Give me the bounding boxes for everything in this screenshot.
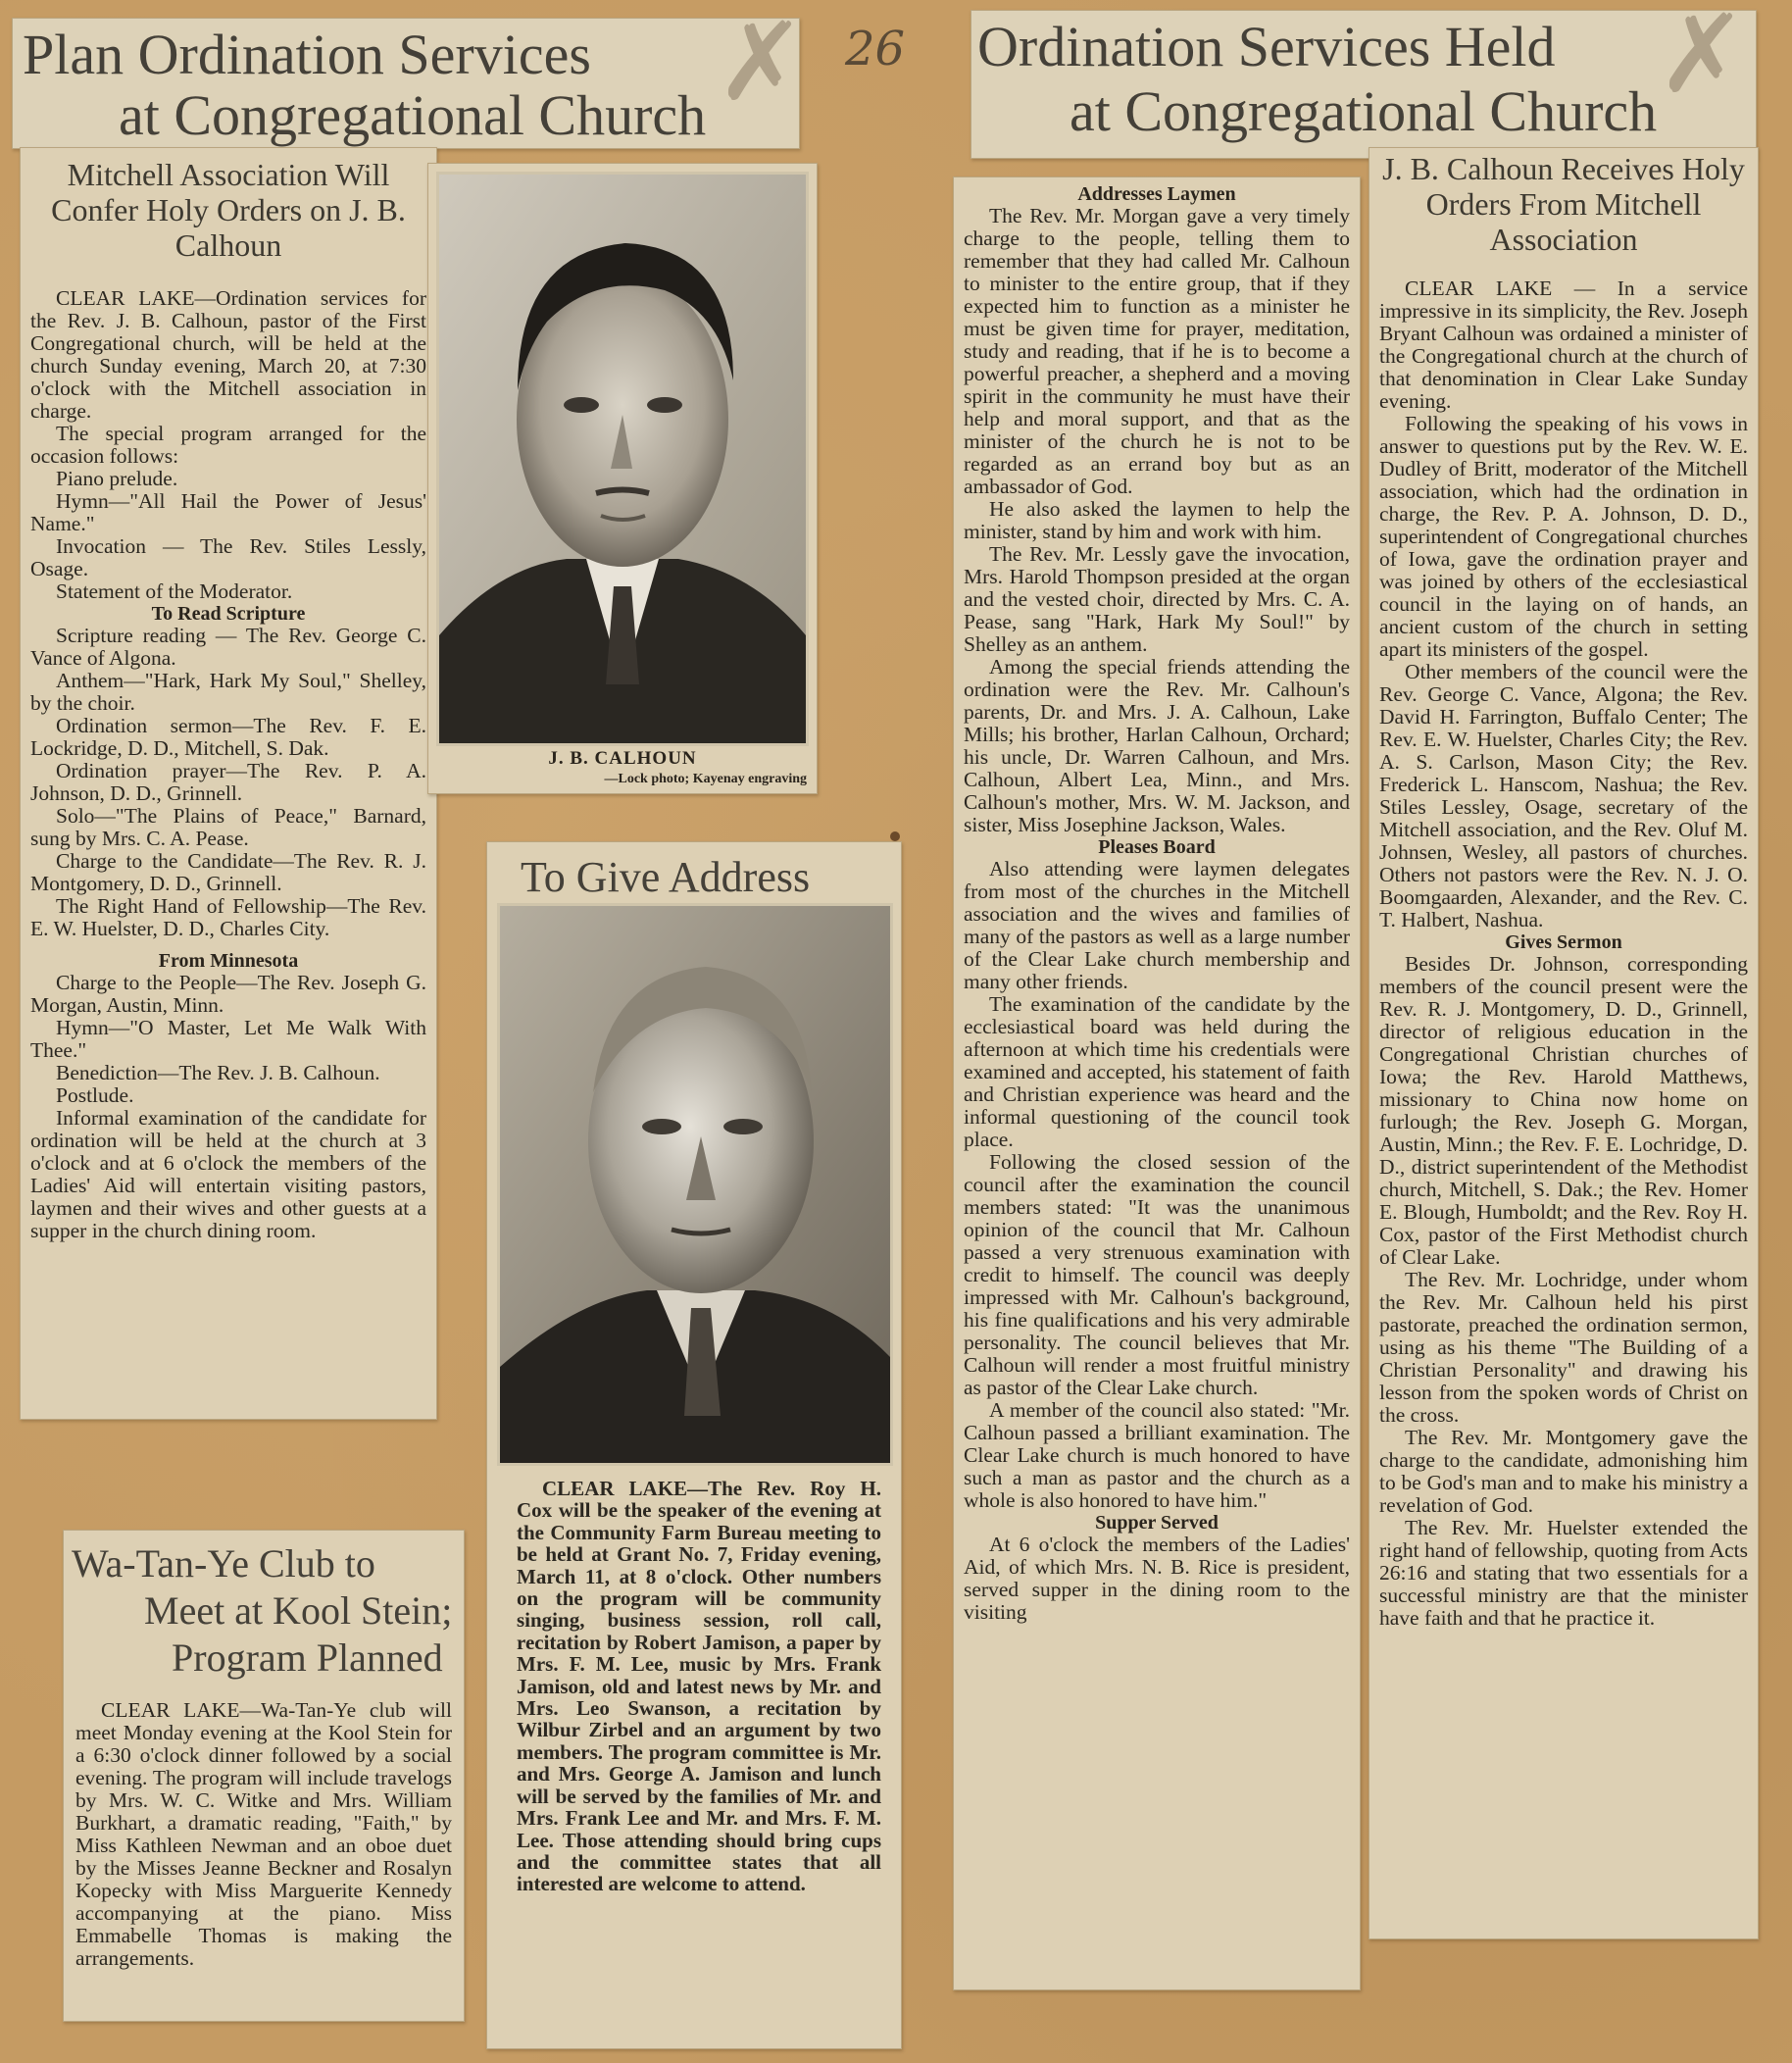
article4-left-column — [964, 183, 1350, 1624]
article4-section-head: Pleases Board — [1098, 836, 1216, 858]
article4-section-head: Gives Sermon — [1505, 931, 1622, 953]
article4-paragraph: Besides Dr. Johnson, corresponding members of the council present were the Rev. R. J. Montgomery, D. D., Grinnell, director of religious education in the Congregational Christian churches of Iowa; the Rev. Harold Matthews, missionary to China now home on furlough; the Rev. Joseph G. Morgan, Austin, Minn.; the Rev. F. E. Lochridge, D. D., district superintendent of the Methodist church, Mitchell, S. Dak.; the Rev. Homer E. Blough, Humboldt; and the Rev. Roy H. Cox, pastor of the First Methodist church of Clear Lake. — [1379, 952, 1748, 1269]
article2-text: CLEAR LAKE—The Rev. Roy H. Cox will be the speaker of the evening at the Community Farm Bureau meeting to be held at Grant No. 7, Friday evening, March 11, at 8 o'clock. Other numbers on the program will be community singing, business session, roll call, recitation by Robert Jamison, a paper by Mrs. F. M. Lee, music by Mrs. Frank Jamison, old and latest news by Mr. and Mrs. Leo Swanson, a recitation by Wilbur Zirbel and an argument by two members. The program committee is Mr. and Mrs. George A. Jamison and lunch will be served by the families of Mr. and Mrs. Frank Lee and Mr. and Mrs. F. M. Lee. Those attending should bring cups and the committee states that all interested are welcome to attend. — [517, 1477, 881, 1896]
article1-paragraph: Ordination sermon—The Rev. F. E. Lockridge, D. D., Mitchell, S. Dak. — [30, 714, 426, 760]
article1-section-head: From Minnesota — [158, 950, 299, 972]
speaker-portrait-illustration — [500, 906, 890, 1463]
article3-headline-line1: Wa-Tan-Ye Club to — [72, 1541, 375, 1585]
article4-section-head: Addresses Laymen — [1077, 183, 1236, 205]
article4-right-column-clipping — [1369, 147, 1759, 1939]
article3-clipping — [63, 1530, 465, 2022]
article1-paragraph: Benediction—The Rev. J. B. Calhoun. — [56, 1061, 380, 1084]
article4-paragraph: The Rev. Mr. Lochridge, under whom the Rev. Mr. Calhoun held his pirst pastorate, preached the ordination sermon, using as his theme "The Building of a Christian Personality" and drawing his lesson from the spoken words of Christ on the cross. — [1379, 1268, 1748, 1427]
article1-subhead: Mitchell Association Will Confer Holy Orders on J. B. Calhoun — [51, 157, 406, 263]
article1-paragraph: Solo—"The Plains of Peace," Barnard, sung by Mrs. C. A. Pease. — [30, 804, 426, 850]
speaker-portrait-photo — [497, 903, 893, 1466]
article4-paragraph: The Rev. Mr. Morgan gave a very timely charge to the people, telling them to remember that they had called Mr. Calhoun to minister to the entire group, that if they expected him to function as a minister he must be given time for prayer, meditation, study and reading, that if he is to become a powerful preacher, a shepherd and a moving spirit in the community he must have their help and moral support, and that as the minister of the church he is not to be regarded as an errand boy but as an ambassador of God. — [964, 204, 1350, 498]
article4-paragraph: A member of the council also stated: "Mr. Calhoun passed a brilliant examination. The Clear Lake church is much honored to have such a man as pastor and the church as a whole is also honored to have him." — [964, 1398, 1350, 1512]
article4-headline-line2: at Congregational Church — [1070, 79, 1658, 143]
article1-column — [30, 287, 426, 1242]
article1-paragraph: Ordination prayer—The Rev. P. A. Johnson, D. D., Grinnell. — [30, 759, 426, 805]
article1-paragraph: Piano prelude. — [56, 467, 178, 490]
article2-headline: To Give Address — [521, 853, 811, 901]
article1-paragraph: Postlude. — [56, 1083, 134, 1107]
article1-paragraph: CLEAR LAKE—Ordination services for the Rev. J. B. Calhoun, pastor of the First Congregational church, will be held at the church Sunday evening, March 20, at 7:30 o'clock with the Mitchell association in charge. — [30, 286, 426, 423]
article3-headline-line3: Program Planned — [172, 1635, 443, 1680]
article1-paragraph: Charge to the Candidate—The Rev. R. J. Montgomery, D. D., Grinnell. — [30, 849, 426, 895]
article1-paragraph: The special program arranged for the occasion follows: — [30, 422, 426, 468]
article4-paragraph: The Rev. Mr. Huelster extended the right hand of fellowship, quoting from Acts 26:16 and stating that two essentials for a successful ministry are that the minister have faith and that he practice it. — [1379, 1516, 1748, 1630]
article2-clipping — [486, 841, 902, 2049]
check-mark-x: ✗ — [716, 0, 807, 125]
article1-section-head: To Read Scripture — [151, 603, 306, 625]
article4-paragraph: CLEAR LAKE — In a service impressive in its simplicity, the Rev. Joseph Bryant Calhoun was ordained a minister of the Congregational church at the church of that denomination in Clear Lake Sunday evening. — [1379, 277, 1748, 413]
article1-paragraph: Scripture reading — The Rev. George C. Vance of Algona. — [30, 624, 426, 670]
article1-headline-line2: at Congregational Church — [119, 83, 707, 147]
article1-paragraph: Hymn—"O Master, Let Me Walk With Thee." — [30, 1016, 426, 1062]
page-number: 26 — [845, 22, 906, 76]
article1-headline-clipping — [12, 18, 800, 149]
article1-paragraph: Hymn—"All Hail the Power of Jesus' Name." — [30, 489, 426, 535]
article4-paragraph: Following the closed session of the council after the examination the council members stated: "It was the unanimous opinion of the council that Mr. Calhoun passed a very strenuous examination with credit to himself. The council was deeply impressed with Mr. Calhoun's background, his fine qualifications and his very admirable personality. The council believes that Mr. Calhoun will render a most fruitful ministry as pastor of the Clear Lake church. — [964, 1150, 1350, 1399]
article1-paragraph: The Right Hand of Fellowship—The Rev. E. W. Huelster, D. D., Charles City. — [30, 894, 426, 940]
article4-paragraph: At 6 o'clock the members of the Ladies' Aid, of which Mrs. N. B. Rice is president, served supper in the dining room to the visiting — [964, 1533, 1350, 1624]
article4-left-column-clipping — [953, 176, 1361, 1990]
article1-paragraph: Statement of the Moderator. — [56, 579, 293, 603]
article4-headline-line1: Ordination Services Held — [977, 15, 1556, 78]
article1-paragraph: Charge to the People—The Rev. Joseph G. Morgan, Austin, Minn. — [30, 971, 426, 1017]
portrait-photo — [436, 172, 809, 746]
article4-paragraph: He also asked the laymen to help the minister, stand by him and work with him. — [964, 497, 1350, 543]
article4-subhead: J. B. Calhoun Receives Holy Orders From Mitchell Association — [1382, 151, 1745, 257]
check-mark-x: ✗ — [1657, 0, 1748, 117]
article4-paragraph: The examination of the candidate by the ecclesiastical board was held during the afternoon at which time his credentials were examined and accepted, his statement of faith and Christian experience was heard and the informal questioning of the council took place. — [964, 992, 1350, 1151]
article4-headline-clipping — [971, 10, 1757, 159]
photo1-caption-name: J. B. CALHOUN — [548, 748, 697, 769]
article1-headline-line1: Plan Ordination Services — [23, 23, 591, 86]
article1-paragraph: Anthem—"Hark, Hark My Soul," Shelley, by the choir. — [30, 669, 426, 715]
article4-paragraph: Also attending were laymen delegates from most of the churches in the Mitchell association and the wives and families of many of the pastors as well as a large number of the Clear Lake church membership and many other friends. — [964, 857, 1350, 993]
article4-paragraph: The Rev. Mr. Montgomery gave the charge to the candidate, admonishing him to be God's man and to make his ministry a revelation of God. — [1379, 1426, 1748, 1517]
article1-paragraph: Informal examination of the candidate for ordination will be held at the church at 3 o'clock and at 6 o'clock the members of the Ladies' Aid will entertain visiting pastors, laymen and their wives and other guests at a supper in the church dining room. — [30, 1106, 426, 1242]
article4-paragraph: Among the special friends attending the ordination were the Rev. Mr. Calhoun's parents, Dr. and Mrs. J. A. Calhoun, Lake Mills; his brother, Harlan Calhoun, Orchard; his uncle, Dr. Warren Calhoun, and Mrs. Calhoun, Albert Lea, Minn., and Mrs. Calhoun's mother, Mrs. W. M. Jackson, and sister, Miss Josephine Jackson, Wales. — [964, 655, 1350, 836]
article1-paragraph: Invocation — The Rev. Stiles Lessly, Osage. — [30, 534, 426, 580]
article4-paragraph: Other members of the council were the Rev. George C. Vance, Algona; the Rev. David H. Farrington, Buffalo Center; The Rev. E. W. Huelster, Charles City; the Rev. A. S. Carlson, Mason City; the Rev. Frederick L. Hanscom, Nashua; the Rev. Stiles Lessley, Osage, secretary of the Mitchell association, and the Rev. Oluf M. Johnsen, Wesley, all pastors of churches. Others not pastors were the Rev. N. J. O. Boomgaarden, Alexander, and the Rev. C. T. Halbert, Nashua. — [1379, 660, 1748, 931]
photo1-clipping — [427, 163, 818, 794]
article4-right-column — [1379, 277, 1748, 1630]
article3-headline-line2: Meet at Kool Stein; — [144, 1588, 453, 1633]
portrait-illustration — [439, 175, 806, 743]
article3-text: CLEAR LAKE—Wa-Tan-Ye club will meet Monday evening at the Kool Stein for a 6:30 o'clock dinner followed by a social evening. The program will include travelogs by Mrs. W. C. Witke and Mrs. William Burkhart, a dramatic reading, "Faith," by Miss Kathleen Newman and an oboe duet by the Misses Jeanne Beckner and Rosalyn Kopecky with Miss Marguerite Kennedy accompanying at the piano. Miss Emmabelle Thomas is making the arrangements. — [75, 1698, 452, 1970]
article1-body-clipping — [20, 147, 437, 1420]
article4-paragraph: The Rev. Mr. Lessly gave the invocation, Mrs. Harold Thompson presided at the organ and the vested choir, directed by Mrs. C. A. Pease, sang "Hark, Hark My Soul!" by Shelley as an anthem. — [964, 542, 1350, 656]
photo1-caption-credit: —Lock photo; Kayenay engraving — [604, 772, 807, 786]
article4-paragraph: Following the speaking of his vows in answer to questions put by the Rev. W. E. Dudley of Britt, moderator of the Mitchell association, which had the ordination in charge, the Rev. P. A. Johnson, D. D., superintendent of Congregational churches of Iowa, gave the ordination prayer and was joined by others of the ecclesiastical council in the laying on of hands, an ancient custom of the church in setting apart its ministers of the gospel. — [1379, 412, 1748, 661]
article4-section-head: Supper Served — [1095, 1512, 1219, 1534]
pin-dot — [890, 831, 900, 841]
